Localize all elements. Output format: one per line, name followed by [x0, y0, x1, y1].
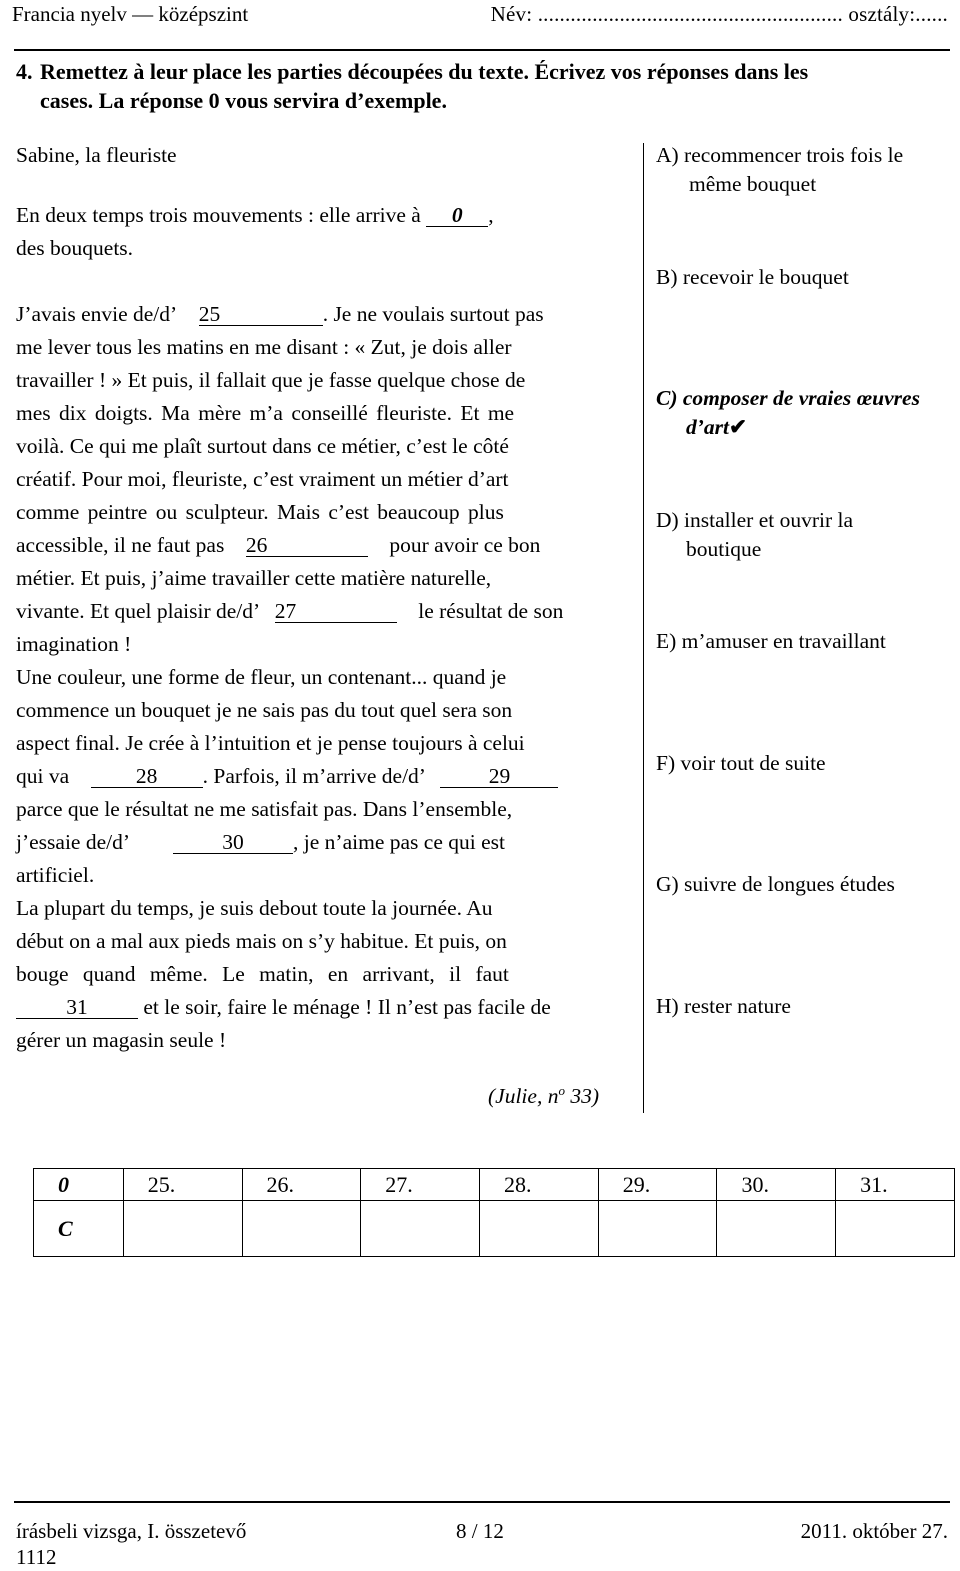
option-e: E) m’amuser en travaillant [656, 629, 886, 653]
answer-header-28: 28. [479, 1169, 598, 1201]
footer-code: 1112 [16, 1545, 57, 1569]
task-line-1: Remettez à leur place les parties découpées du texte. Écrivez vos réponses dans les [40, 59, 809, 84]
gap-28: 28 [91, 765, 203, 788]
example-blank-0: 0 [426, 204, 488, 227]
answer-header-25: 25. [123, 1169, 242, 1201]
gap-29: 29 [440, 765, 558, 788]
task-instruction [16, 57, 946, 115]
option-d: D) installer et ouvrir la boutique [656, 508, 854, 561]
checkmark-icon: ✔ [729, 415, 748, 439]
option-b: B) recevoir le bouquet [656, 265, 849, 289]
answer-cell-25[interactable] [123, 1201, 242, 1257]
footer-exam-part: írásbeli vizsga, I. összetevő [16, 1519, 247, 1543]
answer-grid-header-row [34, 1169, 955, 1201]
passage-intro: En deux temps trois mouvements : elle arrive à 0 , des bouquets. [16, 203, 494, 260]
option-c-example: C) composer de vraies œuvres d’art✔ [656, 386, 920, 439]
answer-header-29: 29. [598, 1169, 717, 1201]
header-name-class-field: Név: ........................................................ osztály:...... [490, 2, 948, 26]
option-a: A) recommencer trois fois le même bouquet [656, 143, 904, 196]
gap-26: 26 [246, 534, 368, 557]
header-subject: Francia nyelv — középszint [12, 2, 249, 26]
footer-page-number: 8 / 12 [456, 1519, 504, 1543]
answer-cell-31[interactable] [836, 1201, 955, 1257]
answer-header-31: 31. [836, 1169, 955, 1201]
answer-cell-30[interactable] [717, 1201, 836, 1257]
answer-grid [33, 1168, 955, 1257]
answer-cell-28[interactable] [479, 1201, 598, 1257]
answer-cell-26[interactable] [242, 1201, 361, 1257]
footer-divider [14, 1501, 950, 1503]
answer-cell-0: C [34, 1201, 124, 1257]
answer-header-30: 30. [717, 1169, 836, 1201]
footer-date: 2011. október 27. [800, 1519, 948, 1543]
gap-27: 27 [275, 600, 397, 623]
column-divider [643, 143, 644, 1113]
passage-body: J’avais envie de/d’ 25 . Je ne voulais surtout pas me lever tous les matins en me disant : « Zut, je dois aller travailler ! » Et puis, il fallait que je fasse quelque chose de mes dix doigts. Ma mère m’a conseillé fleuriste. Et me voilà. Ce qui me plaît surtout dans ce métier, c’est le côté créatif. Pour moi, fleuriste, c’est vraiment un métier d’art comme peintre ou sculpteur. Mais c’est beaucoup plus accessible, il ne faut pas 26 pour avoir ce bon métier. Et puis, j’aime travailler cette matière naturelle, vivante. Et quel plaisir de/d’ 27 le résultat de son imagination ! Une couleur, une forme de fleur, un contenant... quand je commence un bouquet je ne sais pas du tout quel sera son aspect final. Je crée à l’intuition et je pense toujours à celui qui va 28 . Parfois, il m’arrive de/d’ 29 parce que le résultat ne me satisfait pas. Dans l’ensemble, j’essaie de/d’ 30 , je n’aime pas ce qui est artificiel. La plupart du temps, je suis debout toute la journée. Au début on a mal aux pieds mais on s’y habitue. Et puis, on bouge quand même. Le matin, en arrivant, il faut 31 et le soir, faire le ménage ! Il n’est pas facile de gérer un magasin seule ! [16, 302, 564, 1052]
answer-cell-29[interactable] [598, 1201, 717, 1257]
answer-cell-27[interactable] [361, 1201, 480, 1257]
task-number: 4. [16, 59, 33, 84]
option-f: F) voir tout de suite [656, 751, 826, 775]
source-citation: (Julie, $n^o$ 33) [488, 1083, 599, 1109]
answer-header-27: 27. [361, 1169, 480, 1201]
option-g: G) suivre de longues études [656, 872, 895, 896]
gap-31: 31 [16, 996, 138, 1019]
answer-header-26: 26. [242, 1169, 361, 1201]
gap-30: 30 [173, 831, 293, 854]
answer-grid-answer-row [34, 1201, 955, 1257]
option-h: H) rester nature [656, 994, 791, 1018]
task-line-2: cases. La réponse 0 vous servira d’exemple. [40, 88, 447, 113]
header-divider [14, 49, 950, 51]
gap-25: 25 [199, 303, 323, 326]
answer-header-0: 0 [34, 1169, 124, 1201]
passage-title: Sabine, la fleuriste [16, 143, 177, 167]
